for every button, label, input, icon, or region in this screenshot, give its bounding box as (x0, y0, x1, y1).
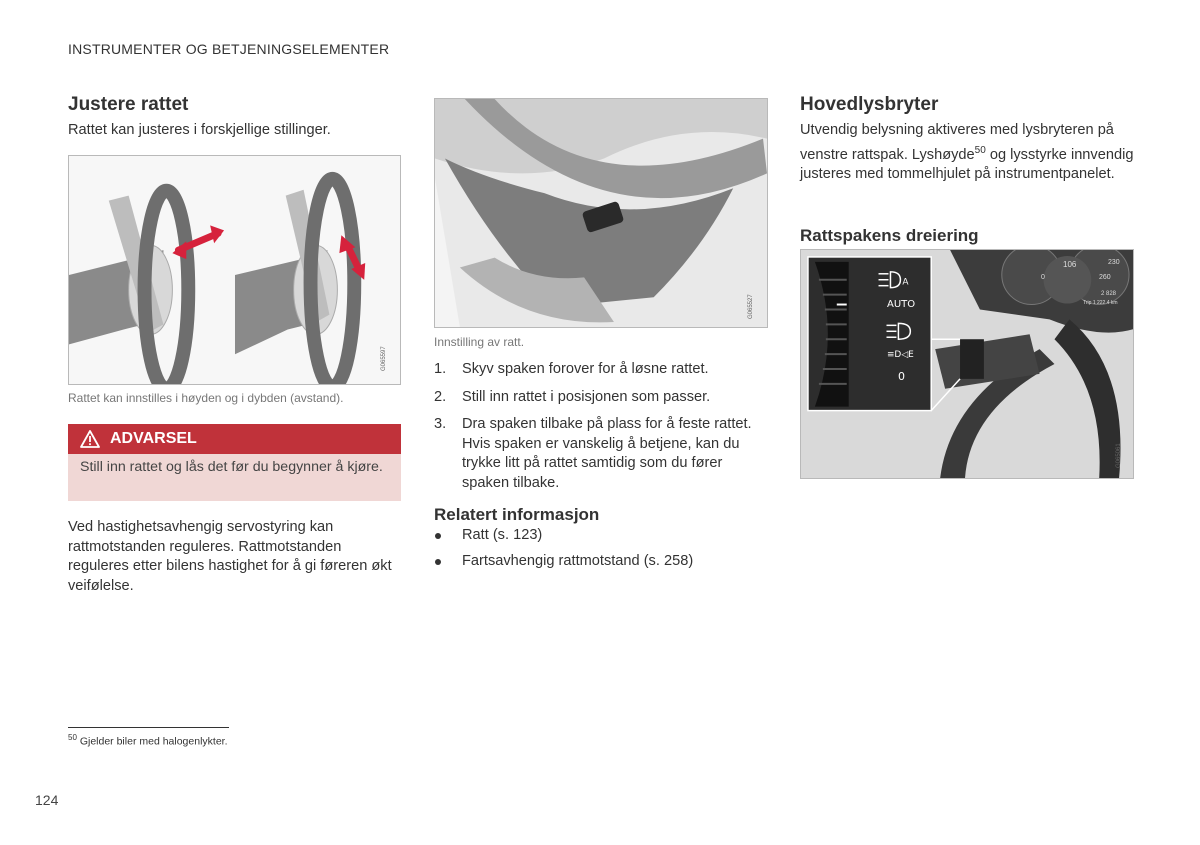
step-text: Dra spaken tilbake på plass for å feste rattet. Hvis spaken er vanskelig å betjene, kan du trykke litt på rattet samtidig som du fører spaken tilbake. (462, 416, 752, 491)
footnote-text: Gjelder biler med halogenlykter. (79, 735, 228, 748)
list-item (434, 415, 768, 493)
cluster-odometer: 2 828 (1101, 291, 1117, 297)
warning-triangle-icon (80, 430, 100, 448)
footnote-ref: 50 (974, 144, 986, 156)
right-heading: Hovedlysbryter (800, 94, 939, 115)
cluster-speed-end: 260 (1099, 274, 1111, 281)
cluster-speed-center: 106 (1063, 260, 1077, 269)
figure-code: G065061 (1116, 443, 1122, 468)
step-text: Still inn rattet i posisjonen som passer. (462, 388, 711, 405)
cluster-speed-min: 0 (1041, 274, 1045, 281)
left-intro: Rattet kan justeres i forskjellige stillinger. (68, 122, 331, 138)
related-link-text[interactable]: Ratt (s. 123) (462, 527, 543, 543)
steering-lever-illustration (435, 99, 767, 327)
right-body-part1: Utvendig belysning aktiveres med lysbryteren på venstre rattspak. Lyshøyde (800, 122, 1114, 163)
right-body (800, 121, 1134, 184)
svg-text:A: A (902, 277, 909, 288)
list-item (434, 388, 768, 408)
step-text: Skyv spaken forover for å løsne rattet. (462, 361, 709, 377)
cluster-speed-max: 230 (1108, 259, 1120, 266)
steering-adjust-figure (68, 155, 401, 385)
related-link-text[interactable]: Fartsavhengig rattmotstand (s. 258) (462, 552, 694, 569)
footnote-rule (68, 727, 229, 728)
figure-code: G065597 (381, 346, 387, 371)
related-link[interactable] (434, 526, 768, 546)
related-heading: Relatert informasjon (434, 505, 600, 524)
light-switch-illustration (801, 250, 1133, 478)
step-number: 3. (434, 416, 447, 432)
light-switch-figure (800, 249, 1134, 479)
section-header: INSTRUMENTER OG BETJENINGSELEMENTER (68, 41, 390, 57)
adjust-steps (434, 360, 768, 501)
warning-header (68, 424, 401, 454)
footnote-number: 50 (68, 733, 77, 742)
list-item (434, 360, 768, 380)
page-number: 124 (35, 792, 59, 808)
warning-text: Still inn rattet og lås det før du begynner å kjøre. (68, 454, 401, 501)
figure-caption: Rattet kan innstilles i høyden og i dybden (avstand). (68, 391, 344, 405)
steering-adjust-illustration (69, 156, 400, 384)
figure-caption: Innstilling av ratt. (434, 335, 525, 349)
right-subheading: Rattspakens dreiering (800, 226, 979, 245)
step-number: 2. (434, 388, 447, 405)
step-number: 1. (434, 361, 447, 377)
related-list (434, 526, 768, 577)
cluster-trip: Trip 1 222.4 km (1083, 300, 1118, 306)
right-body-part2: og lysstyrke innvendig justeres med tommelhjulet på instrumentpanelet. (800, 146, 1134, 182)
switch-label-zero: 0 (898, 370, 905, 383)
steering-lever-figure (434, 98, 768, 328)
footnote (68, 733, 228, 748)
svg-text:≡D◁E: ≡D◁E (886, 350, 914, 361)
related-link[interactable] (434, 552, 768, 572)
switch-label-auto: AUTO (887, 299, 916, 310)
figure-code: G065527 (748, 294, 754, 319)
left-body: Ved hastighetsavhengig servostyring kan rattmotstanden reguleres. Rattmotstanden reguleres etter bilens hastighet for å gi føreren økt veifølelse. (68, 519, 392, 594)
bullet-icon (435, 559, 441, 565)
bullet-icon (435, 533, 441, 539)
left-heading: Justere rattet (68, 94, 189, 115)
warning-title: ADVARSEL (110, 430, 197, 447)
